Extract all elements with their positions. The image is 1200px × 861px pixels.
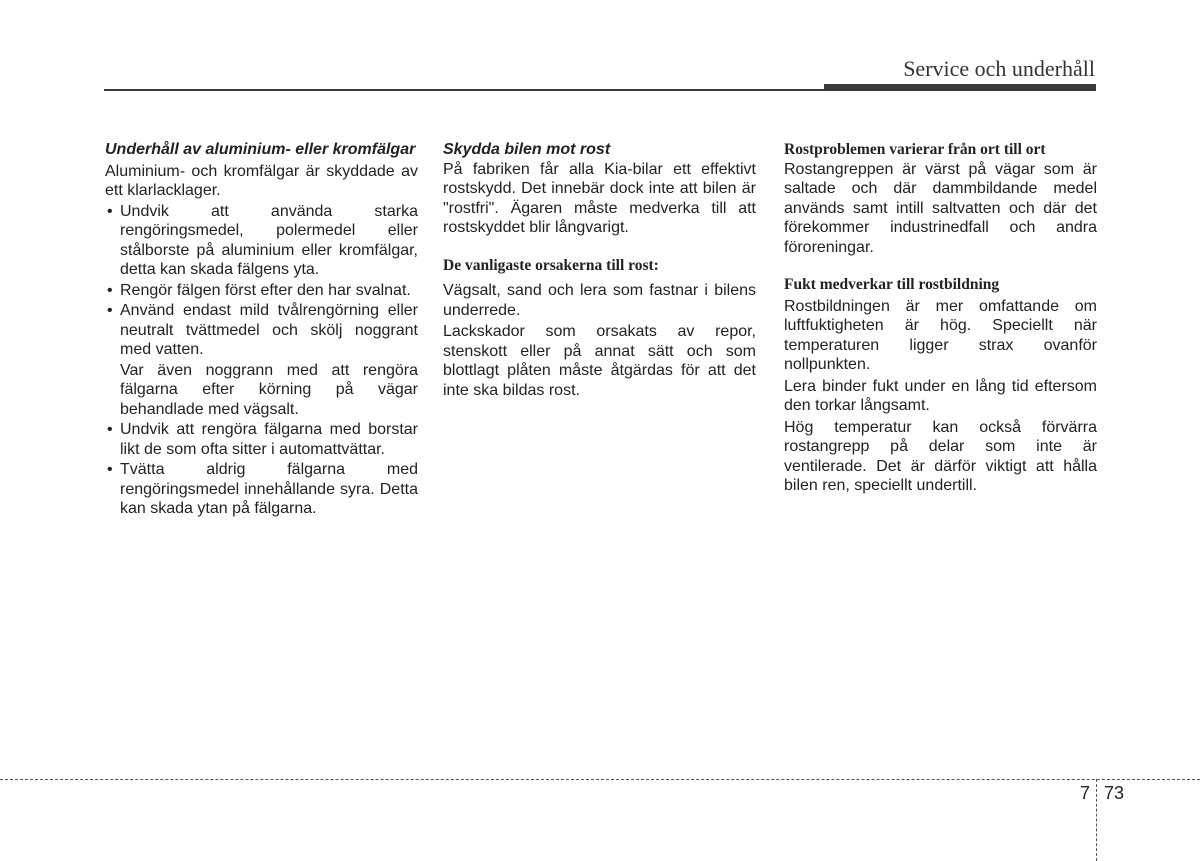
page-number: 73	[1104, 783, 1125, 803]
list-item: • Undvik att använda starka rengöringsmedel, polermedel eller stålborste på aluminium eller kromfälgar, detta kan skada fälgens yta.	[105, 202, 418, 280]
chapter-number: 7	[1080, 783, 1091, 803]
paragraph: Lera binder fukt under en lång tid eftersom den torkar långsamt.	[784, 377, 1097, 414]
footer-divider-vertical	[1096, 779, 1097, 861]
bullet-list	[105, 420, 418, 519]
column-rust-protection	[443, 140, 756, 400]
section-heading: Underhåll av aluminium- eller kromfälgar	[105, 141, 416, 158]
bullet-list	[105, 202, 418, 360]
header-rule-accent	[824, 84, 1096, 91]
paragraph: Vägsalt, sand och lera som fastnar i bilens underrede.	[443, 282, 756, 319]
list-item: • Använd endast mild tvålrengörning eller neutralt tvättmedel och skölj noggrant med vatten.	[105, 301, 418, 360]
paragraph: Aluminium- och kromfälgar är skyddade av ett klarlacklager.	[105, 162, 418, 199]
footer-divider	[0, 779, 1200, 780]
paragraph: Rostangreppen är värst på vägar som är saltade och där dammbildande medel används samt intill saltvatten och där det förekommer industrinedfall och andra föroreningar.	[784, 160, 1097, 256]
column-wheel-care	[105, 140, 418, 519]
paragraph: Rostbildningen är mer omfattande om luftfuktigheten är hög. Speciellt när temperaturen ligger strax ovanför nollpunkten.	[784, 297, 1097, 373]
paragraph: Lackskador som orsakats av repor, stenskott eller på annat sätt och som blottlagt plåten måste åtgärdas för att det inte ska bildas rost.	[443, 323, 756, 399]
header-rule	[104, 89, 824, 91]
paragraph-note: Var även noggrann med att rengöra fälgarna efter körning på vägar behandlade med vägsalt.	[120, 361, 418, 418]
subheading: De vanligaste orsakerna till rost:	[443, 256, 659, 274]
list-item: • Tvätta aldrig fälgarna med rengöringsmedel innehållande syra. Detta kan skada ytan på fälgarna.	[105, 460, 418, 519]
subheading: Rostproblemen varierar från ort till ort	[784, 141, 1046, 158]
list-item: • Rengör fälgen först efter den har svalnat.	[105, 281, 418, 301]
list-item: • Undvik att rengöra fälgarna med borstar likt de som ofta sitter i automattvättar.	[105, 420, 418, 459]
column-rust-factors	[784, 140, 1097, 496]
subheading: Fukt medverkar till rostbildning	[784, 276, 1000, 293]
page-header-title: Service och underhåll	[903, 56, 1095, 81]
paragraph: På fabriken får alla Kia-bilar ett effektivt rostskydd. Det innebär dock inte att bilen är "rostfri". Ägaren måste medverka till att rostskyddet blir långvarigt.	[443, 160, 756, 236]
section-heading: Skydda bilen mot rost	[443, 141, 611, 158]
paragraph: Hög temperatur kan också förvärra rostangrepp på delar som inte är ventilerade. Det är därför viktigt att hålla bilen ren, speciellt undertill.	[784, 418, 1097, 494]
